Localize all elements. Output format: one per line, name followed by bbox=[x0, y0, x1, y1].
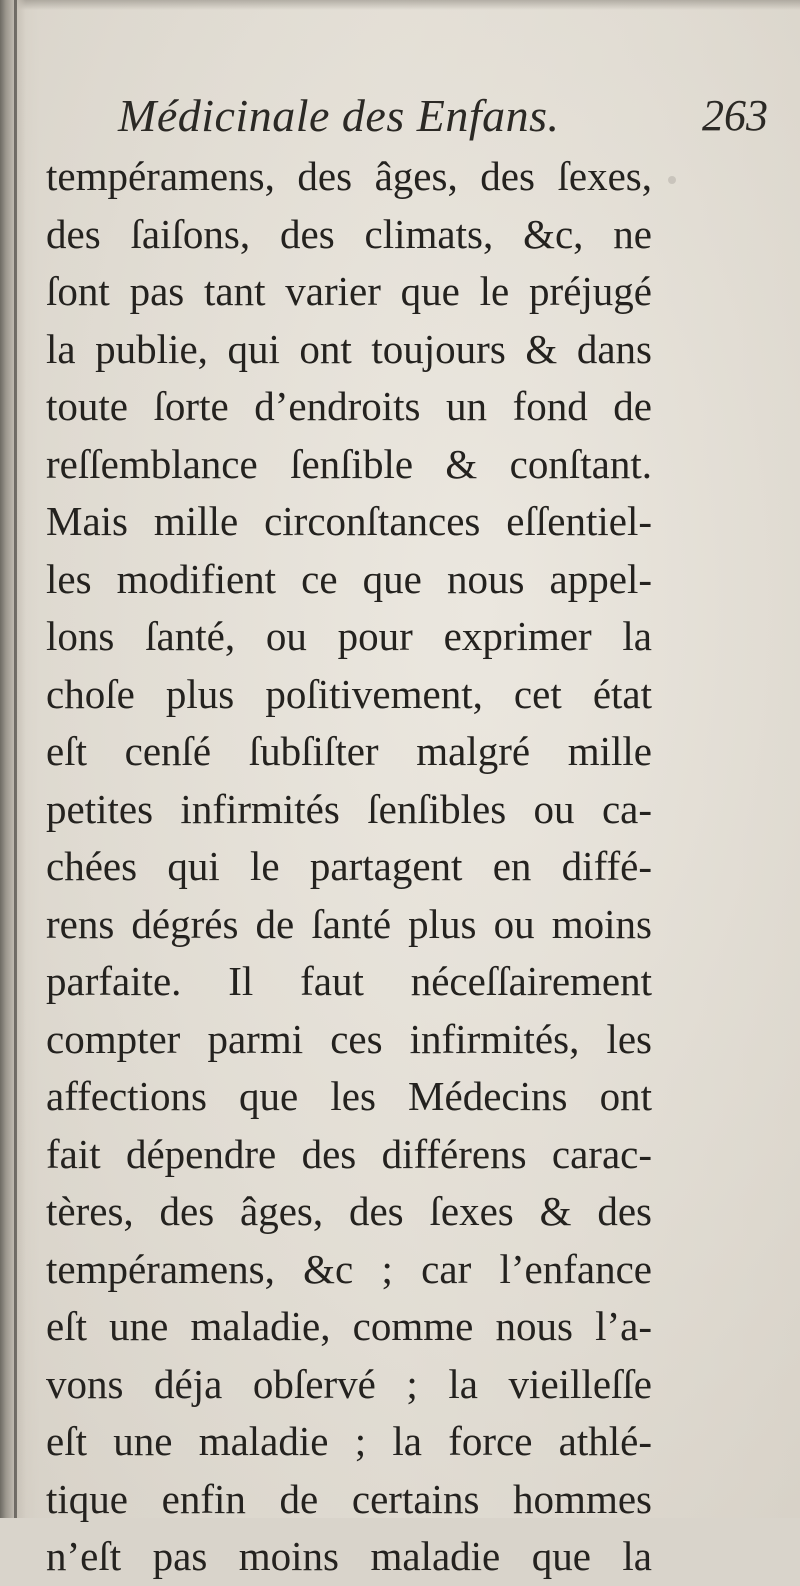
body-text bbox=[46, 148, 652, 1586]
text-line: chées qui le partagent en diffé- bbox=[46, 843, 652, 889]
text-line: Mais mille circonſtances eſſentiel- bbox=[46, 498, 652, 544]
text-line: parfaite. Il faut néceſſairement bbox=[46, 958, 652, 1004]
text-line: n’eſt pas moins maladie que la bbox=[46, 1533, 652, 1579]
text-line: eſt cenſé ſubſiſter malgré mille bbox=[46, 728, 652, 774]
text-line: compter parmi ces infirmités, les bbox=[46, 1015, 652, 1062]
text-line: reſſemblance ſenſible & conſtant. bbox=[46, 440, 652, 487]
paper-speck bbox=[668, 176, 676, 184]
text-line: choſe plus poſitivement, cet état bbox=[46, 670, 652, 717]
running-head bbox=[118, 86, 768, 146]
text-line: les modifient ce que nous appel- bbox=[46, 555, 652, 602]
text-line: tempéramens, &c ; car l’enfance bbox=[46, 1245, 652, 1292]
text-line: petites infirmités ſenſibles ou ca- bbox=[46, 785, 652, 832]
running-title: Médicinale des Enfans. bbox=[118, 90, 560, 141]
page-binding-line bbox=[14, 0, 17, 1518]
text-line: lons ſanté, ou pour exprimer la bbox=[46, 613, 652, 659]
text-line: vons déja obſervé ; la vieilleſſe bbox=[46, 1360, 652, 1407]
text-line: rens dégrés de ſanté plus ou moins bbox=[46, 900, 652, 947]
text-line: eſt une maladie ; la force athlé- bbox=[46, 1418, 652, 1464]
text-line: toute ſorte d’endroits un fond de bbox=[46, 383, 652, 429]
text-line: des ſaiſons, des climats, &c, ne bbox=[46, 210, 652, 257]
text-line: tique enfin de certains hommes bbox=[46, 1475, 652, 1522]
text-line: affections que les Médecins ont bbox=[46, 1073, 652, 1119]
text-line: tères, des âges, des ſexes & des bbox=[46, 1188, 652, 1234]
text-line: la publie, qui ont toujours & dans bbox=[46, 325, 652, 372]
text-line: ſont pas tant varier que le préjugé bbox=[46, 268, 652, 314]
page-number: 263 bbox=[702, 91, 768, 140]
text-line: eſt une maladie, comme nous l’a- bbox=[46, 1303, 652, 1349]
page-binding-shadow bbox=[0, 0, 26, 1518]
text-line: tempéramens, des âges, des ſexes, bbox=[46, 153, 652, 199]
text-line: fait dépendre des différens carac- bbox=[46, 1130, 652, 1177]
page-top-shadow bbox=[0, 0, 800, 10]
